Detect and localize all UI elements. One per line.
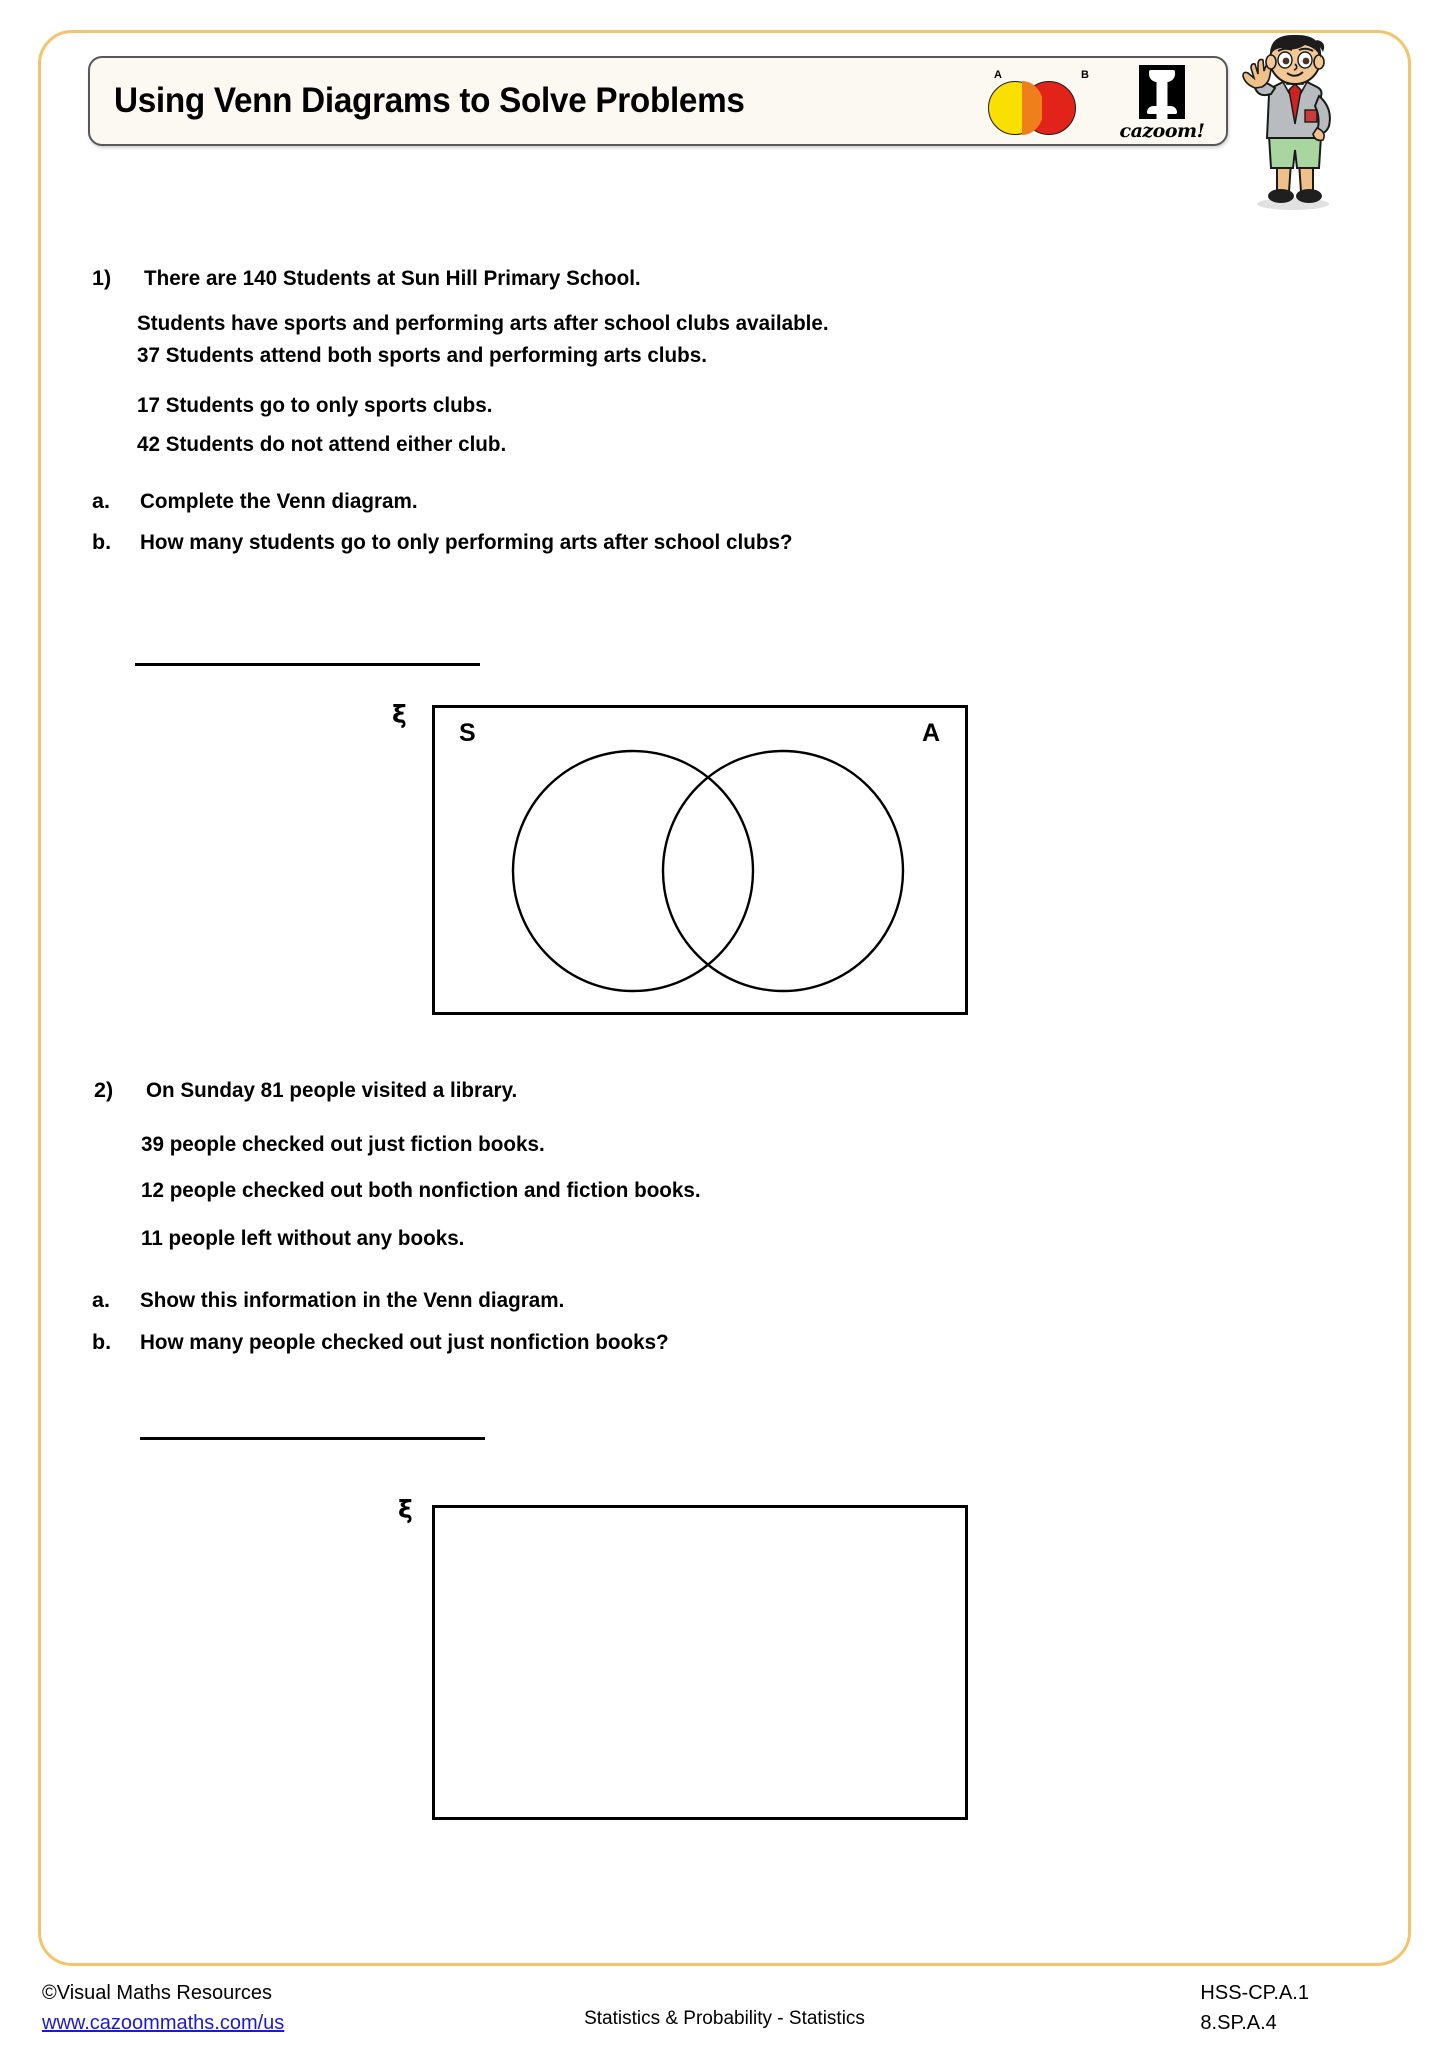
footer-standards <box>1200 1978 1309 2038</box>
header-logos <box>982 58 1210 148</box>
footer-subject: Statistics & Probability - Statistics <box>584 2008 865 2029</box>
footer-website-link[interactable]: www.cazoommaths.com/us <box>42 2012 285 2034</box>
cazoom-vase-icon <box>1139 65 1185 119</box>
cazoom-wordmark: cazoom! <box>1119 119 1205 142</box>
question-1-part-a-text: Complete the Venn diagram. <box>140 489 418 513</box>
page-footer <box>0 1978 1449 2048</box>
question-2-venn-box[interactable] <box>432 1505 968 1820</box>
venn-logo-icon <box>982 67 1100 139</box>
question-2-universal-set-symbol: ξ <box>398 1495 413 1524</box>
question-1-line-3: 37 Students attend both sports and performing arts clubs. <box>137 343 707 367</box>
question-1-number: 1) <box>92 266 112 290</box>
footer-standard-2: 8.SP.A.4 <box>1200 2012 1277 2034</box>
question-2-part-a-text: Show this information in the Venn diagram. <box>140 1288 565 1312</box>
footer-standard-1: HSS-CP.A.1 <box>1200 1982 1309 2004</box>
page-title: Using Venn Diagrams to Solve Problems <box>114 81 745 120</box>
question-1-line-2: Students have sports and performing arts after school clubs available. <box>137 311 829 335</box>
cazoom-brand-logo <box>1114 65 1210 142</box>
question-2-part-b-text: How many people checked out just nonfiction books? <box>140 1330 669 1354</box>
question-2-line-3: 12 people checked out both nonfiction and fiction books. <box>141 1178 701 1202</box>
footer-copyright: ©Visual Maths Resources <box>42 1982 273 2004</box>
worksheet-title-bar <box>88 56 1228 146</box>
question-1-line-1: There are 140 Students at Sun Hill Primary School. <box>144 266 641 290</box>
question-1-line-4: 17 Students go to only sports clubs. <box>137 393 493 417</box>
question-2-line-4: 11 people left without any books. <box>141 1226 465 1250</box>
question-1-line-5: 42 Students do not attend either club. <box>137 432 507 456</box>
question-2-part-b-label: b. <box>92 1330 112 1354</box>
question-2-number: 2) <box>94 1078 114 1102</box>
question-2-line-2: 39 people checked out just fiction books. <box>141 1132 545 1156</box>
question-2-line-1: On Sunday 81 people visited a library. <box>146 1078 518 1102</box>
question-2-part-a-label: a. <box>92 1288 110 1312</box>
question-1-part-b-text: How many students go to only performing arts after school clubs? <box>140 530 793 554</box>
question-1-part-a-label: a. <box>92 489 110 513</box>
question-1-set-label-right: A <box>922 719 941 747</box>
question-1-answer-line[interactable] <box>135 663 480 666</box>
venn-logo-label-a: A <box>994 69 1002 81</box>
schoolboy-mascot-icon <box>1225 32 1355 212</box>
venn-logo-label-b: B <box>1081 69 1089 81</box>
question-1-part-b-label: b. <box>92 530 112 554</box>
question-2-answer-line[interactable] <box>140 1437 485 1440</box>
question-1-set-label-left: S <box>459 719 476 747</box>
question-1-universal-set-symbol: ξ <box>392 700 407 729</box>
question-1-venn-box[interactable] <box>432 705 968 1015</box>
